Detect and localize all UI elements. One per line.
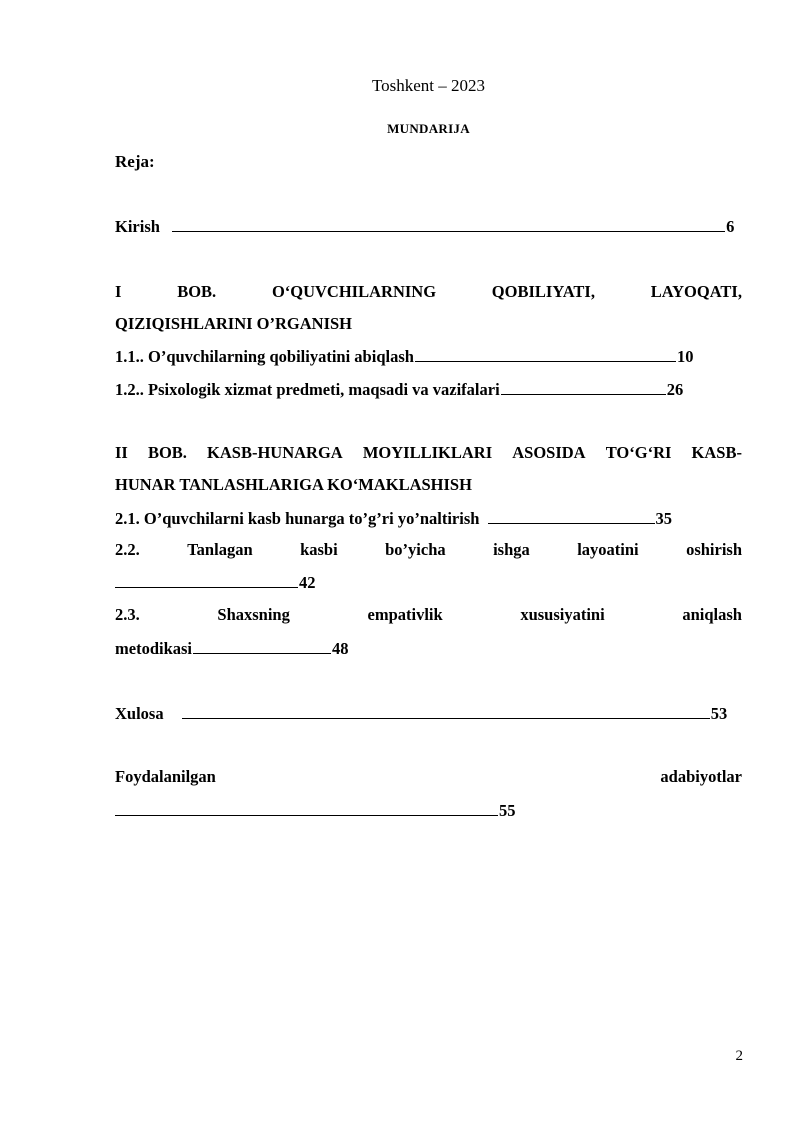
chapter2-word: MOYILLIKLARI (362, 443, 493, 462)
toc-intro-title: Kirish (115, 217, 160, 236)
chapter1-word: O‘QUVCHILARNING (271, 282, 437, 301)
section-2-2-word: layoatini (577, 540, 639, 559)
leader-line (193, 638, 331, 654)
leader-line (115, 800, 498, 816)
chapter1-word: QOBILIYATI, (491, 282, 595, 301)
toc-entry-2-2-line1[interactable] (115, 540, 742, 560)
plan-label: Reja: (115, 152, 155, 171)
toc-1-1-page: 10 (676, 347, 694, 366)
section-2-3-word: xususiyatini (520, 605, 605, 624)
chapter2-word: KASB-HUNARGA (207, 443, 343, 462)
chapter2-word: II (115, 443, 128, 462)
toc-chapter2-line2[interactable]: HUNAR TANLASHLARIGA KO‘MAKLASHISH (115, 475, 472, 494)
toc-1-2-title: 1.2.. Psixologik xizmat predmeti, maqsadi va vazifalari (115, 380, 500, 399)
section-2-3-word: 2.3. (115, 605, 140, 624)
toc-2-3-title-end: metodikasi (115, 639, 193, 658)
toc-entry-intro[interactable] (115, 216, 742, 237)
page-number: 2 (735, 1048, 743, 1064)
toc-conclusion-title: Xulosa (115, 704, 164, 723)
chapter2-word: KASB- (691, 443, 742, 462)
section-2-2-word: 2.2. (115, 540, 140, 559)
section-2-2-word: Tanlagan (187, 540, 253, 559)
references-word: adabiyotlar (660, 767, 742, 786)
section-2-3-word: Shaxsning (217, 605, 290, 624)
toc-chapter2-line1[interactable] (115, 443, 742, 463)
leader-line (415, 346, 676, 362)
section-2-2-word: oshirish (686, 540, 742, 559)
chapter2-word: BOB. (147, 443, 187, 462)
toc-entry-1-1[interactable] (115, 346, 742, 367)
leader-line (488, 508, 655, 524)
city-year: Toshkent – 2023 (371, 76, 486, 95)
toc-entry-conclusion[interactable] (115, 703, 742, 724)
chapter1-word: LAYOQATI, (650, 282, 742, 301)
section-2-2-word: kasbi (300, 540, 338, 559)
leader-line (182, 703, 710, 719)
toc-entry-references-line2[interactable] (115, 800, 742, 821)
toc-entry-references-line1[interactable] (115, 767, 742, 787)
leader-line (172, 216, 725, 232)
chapter1-word: I (115, 282, 122, 301)
toc-2-1-page: 35 (655, 509, 673, 528)
toc-intro-page: 6 (726, 217, 735, 236)
toc-1-1-title: 1.1.. O’quvchilarning qobiliyatini abiqlash (115, 347, 414, 366)
toc-entry-2-1[interactable] (115, 508, 742, 529)
chapter1-word: BOB. (177, 282, 217, 301)
toc-2-1-title: 2.1. O’quvchilarni kasb hunarga to’g’ri yo’naltirish (115, 509, 480, 528)
toc-entry-2-3-line1[interactable] (115, 605, 742, 625)
chapter2-word: ASOSIDA (512, 443, 586, 462)
toc-chapter1-line1[interactable] (115, 282, 742, 302)
section-2-2-word: ishga (493, 540, 530, 559)
leader-line (501, 379, 666, 395)
toc-1-2-page: 26 (666, 380, 684, 399)
toc-entry-2-2-line2[interactable] (115, 572, 742, 593)
leader-line (115, 572, 298, 588)
section-2-3-word: empativlik (367, 605, 443, 624)
toc-entry-2-3-line2[interactable] (115, 638, 742, 659)
references-word: Foydalanilgan (115, 767, 216, 786)
toc-conclusion-page: 53 (710, 704, 728, 723)
section-2-3-word: aniqlash (682, 605, 742, 624)
toc-entry-1-2[interactable] (115, 379, 742, 400)
toc-references-page: 55 (499, 801, 516, 820)
toc-2-2-page: 42 (299, 573, 316, 592)
page-title: MUNDARIJA (387, 121, 470, 136)
section-2-2-word: bo’yicha (385, 540, 446, 559)
chapter2-word: TO‘G‘RI (605, 443, 672, 462)
toc-2-3-page: 48 (332, 639, 349, 658)
toc-chapter1-line2[interactable]: QIZIQISHLARINI O’RGANISH (115, 314, 353, 333)
